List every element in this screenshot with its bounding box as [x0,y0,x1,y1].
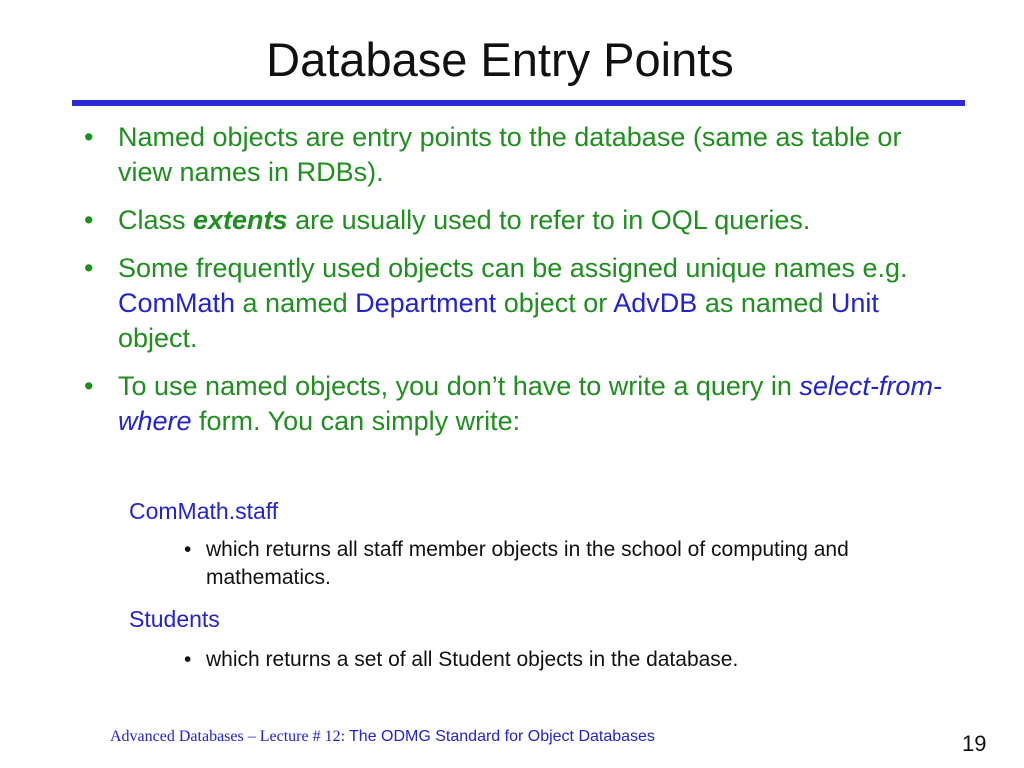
bullet-text: Named objects are entry points to the database (same as table or view names in RDBs). [118,122,902,187]
bullet-text: To use named objects, you don’t have to write a query in [118,371,800,401]
bullet-text: Some frequently used objects can be assigned unique names e.g. [118,253,908,283]
note-text: which returns a set of all Student objects in the database. [206,648,739,671]
title-divider [72,100,965,106]
slide-title: Database Entry Points [266,33,734,86]
emphasis-term: select-from-where [118,371,942,436]
bullet-item [84,203,944,238]
example-note [184,536,866,592]
page-number: 19 [962,731,987,756]
slide-footer [110,728,655,746]
bullet-text: object. [118,323,198,353]
bullet-text: Class [118,205,194,235]
named-object: AdvDB [613,288,698,318]
emphasis-term: extents [193,205,288,235]
bullet-text: form. You can simply write: [191,406,521,436]
footer-course: Advanced Databases – Lecture # 12: [110,728,350,745]
footer-topic: The ODMG Standard for Object Databases [349,728,655,745]
example-query: ComMath.staff [129,498,279,524]
bullet-text: object or [496,288,614,318]
note-text: which returns all staff member objects in the school of computing and mathematics. [206,538,849,589]
bullet-item [84,251,944,356]
bullet-list [84,120,944,452]
bullet-item [84,369,944,439]
named-object: Unit [830,288,879,318]
bullet-marker: • [84,371,94,401]
example-note [184,646,866,674]
named-object: Department [355,288,497,318]
named-object: ComMath [118,288,236,318]
bullet-marker: • [184,538,192,561]
bullet-marker: • [84,205,94,235]
bullet-text: a named [235,288,356,318]
bullet-item [84,120,944,190]
example-query: Students [129,606,220,632]
bullet-marker: • [84,122,94,152]
bullet-marker: • [84,253,94,283]
bullet-marker: • [184,648,192,671]
bullet-text: as named [697,288,831,318]
bullet-text: are usually used to refer to in OQL queries. [287,205,811,235]
